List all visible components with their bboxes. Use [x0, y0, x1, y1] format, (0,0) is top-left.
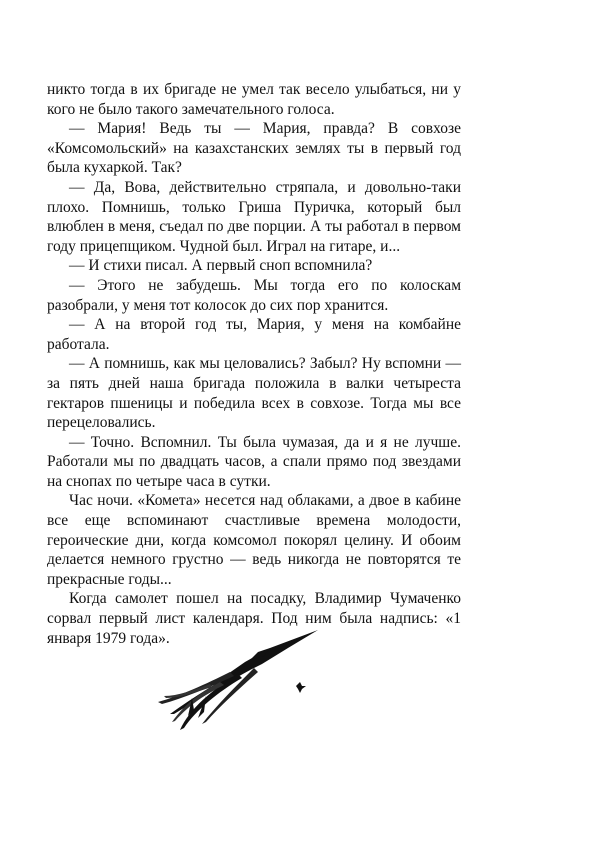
paragraph: никто тогда в их бригаде не умел так весело улыбаться, ни у кого не было такого замечательного голоса.: [47, 81, 461, 118]
body-text: [47, 80, 461, 648]
paragraph: — А на второй год ты, Мария, у меня на комбайне работала.: [47, 316, 461, 353]
paragraph: Когда самолет пошел на посадку, Владимир Чумаченко сорвал первый лист календаря. Под ним была надпись: «1 января 1979 года».: [47, 590, 461, 647]
paragraph: — Этого не забудешь. Мы тогда его по колоскам разобрали, у меня тот колосок до сих пор хранится.: [47, 276, 461, 314]
paragraph: — Да, Вова, действительно стряпала, и довольно-таки плохо. Помнишь, только Гриша Пуричка, который был влюблен в меня, съедал по две порции. А ты работал в первом году прицепщиком. Чудной был. Играл на гитаре, и...: [47, 178, 461, 255]
paragraph: — Мария! Ведь ты — Мария, правда? В совхозе «Комсомольский» на казахстанских землях ты в первый год была кухаркой. Так?: [47, 120, 461, 177]
paragraph: Час ночи. «Комета» несется над облаками, а двое в кабине все еще вспоминают счастливые времена молодости, героические дни, когда комсомол покорял целину. И обоим делается немного грустно — ведь никогда не повторятся те прекрасные годы...: [47, 492, 461, 588]
paragraph: — Точно. Вспомнил. Ты была чумазая, да и я не лучше. Работали мы по двадцать часов, а спали прямо под звездами на снопах по четыре часа в сутки.: [47, 433, 461, 490]
paragraph: — А помнишь, как мы целовались? Забыл? Ну вспомни — за пять дней наша бригада положила в валки четыреста гектаров пшеницы и победила всех в совхозе. Тогда мы все перецеловались.: [47, 355, 461, 432]
paragraph: — И стихи писал. А первый сноп вспомнила?: [69, 257, 373, 275]
jet-plane-sketch-icon: [150, 626, 325, 736]
